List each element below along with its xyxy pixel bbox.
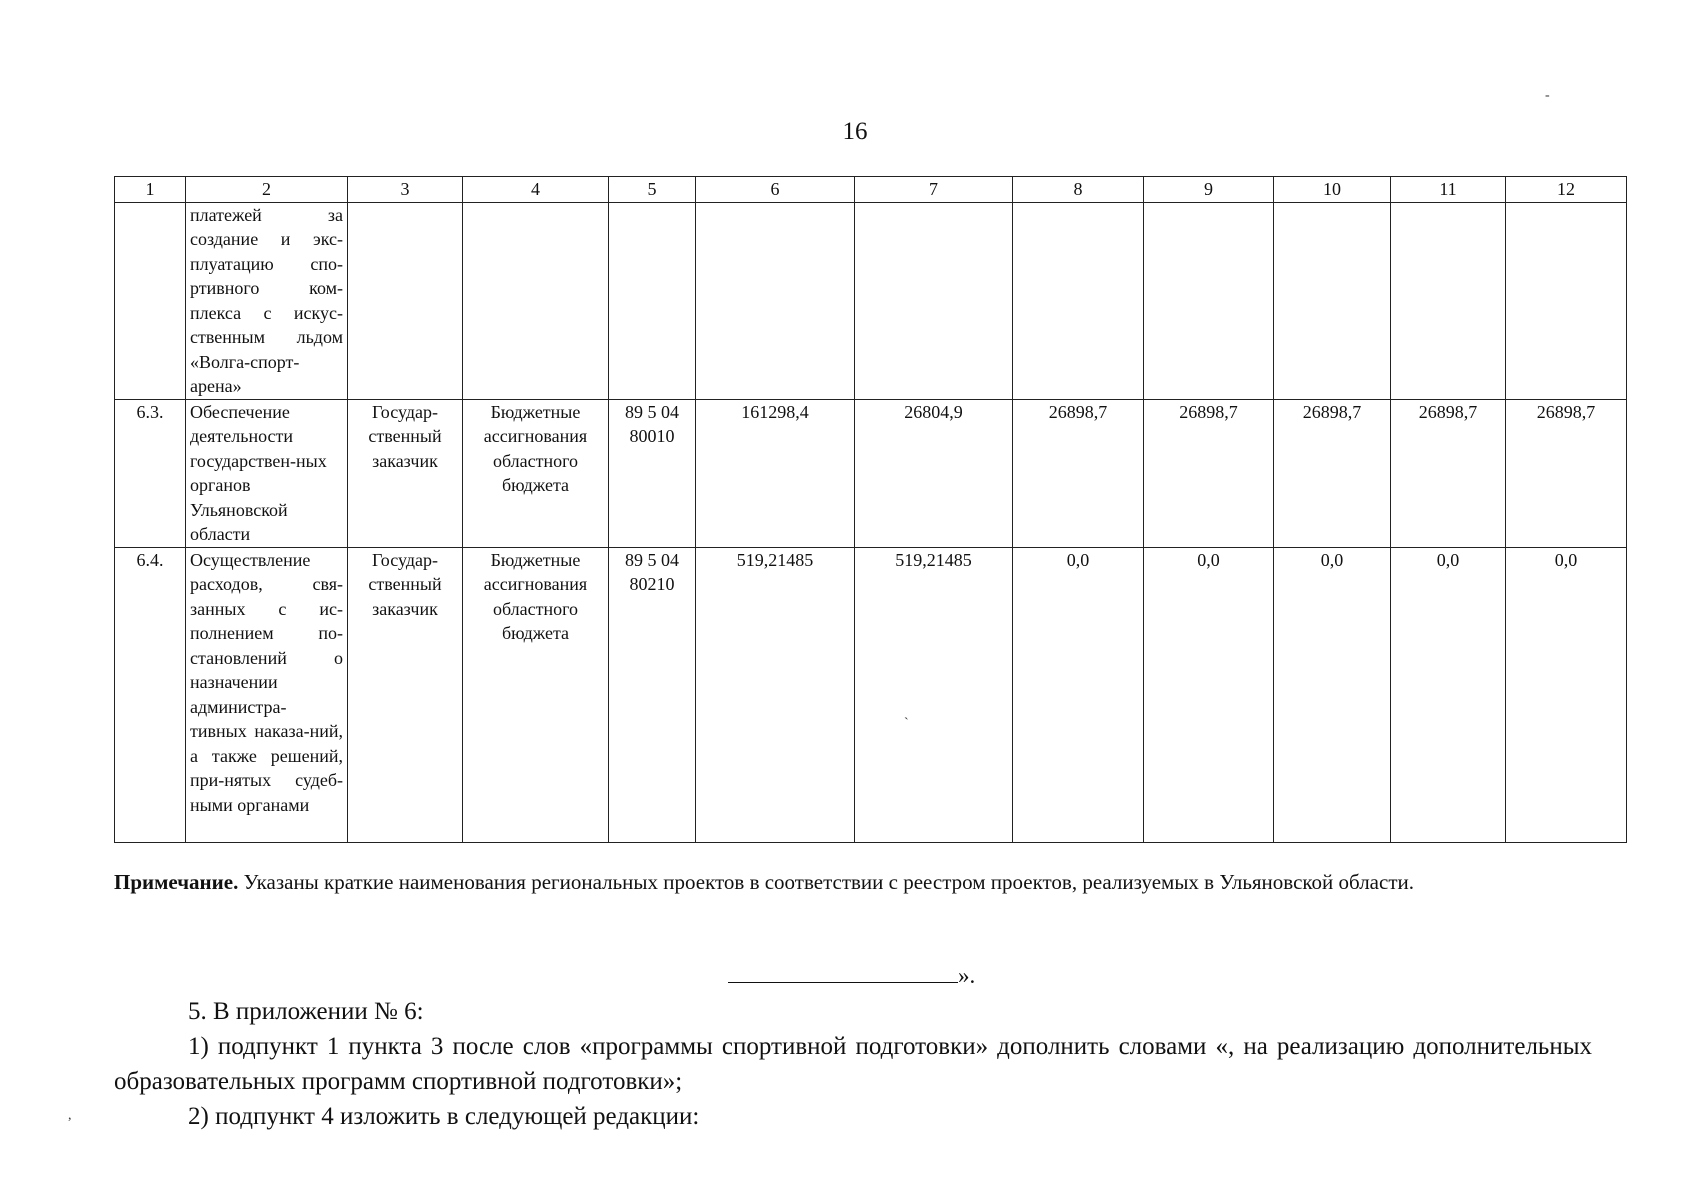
table-note — [114, 868, 1592, 896]
paragraph: 5. В приложении № 6: — [188, 998, 424, 1025]
cell-year: 26898,7 — [1506, 399, 1627, 547]
header-cell: 10 — [1274, 177, 1391, 203]
cell-year — [855, 202, 1013, 399]
cell-year: 0,0 — [1144, 547, 1274, 842]
cell-year — [1144, 202, 1274, 399]
cell-total: 519,21485 — [696, 547, 855, 842]
header-cell: 9 — [1144, 177, 1274, 203]
header-cell: 11 — [1391, 177, 1506, 203]
cell-year: 0,0 — [1506, 547, 1627, 842]
header-cell: 6 — [696, 177, 855, 203]
cell-year: 26898,7 — [1013, 399, 1144, 547]
closing-underline — [728, 960, 958, 983]
paragraph: 1) подпункт 1 пункта 3 после слов «программы спортивной подготовки» дополнить словами «, на реализацию дополнительных образовательных программ спортивной подготовки»; — [114, 1033, 1592, 1095]
cell-executor: Государ-ственный заказчик — [348, 547, 463, 842]
header-cell: 4 — [463, 177, 609, 203]
cell-year — [1391, 202, 1506, 399]
scan-speck: - — [1545, 88, 1550, 103]
header-cell: 5 — [609, 177, 696, 203]
closing-mark: ». — [958, 963, 976, 988]
closing-quote — [728, 960, 975, 989]
table-row — [115, 547, 1627, 842]
table-row-continuation — [115, 202, 1627, 399]
cell-executor: Государ-ственный заказчик — [348, 399, 463, 547]
cell-total — [696, 202, 855, 399]
cell-year: 0,0 — [1013, 547, 1144, 842]
scan-speck: , — [68, 1108, 72, 1123]
cell-year: 0,0 — [1391, 547, 1506, 842]
scan-speck: ` — [904, 716, 909, 731]
cell-total: 161298,4 — [696, 399, 855, 547]
note-text: Указаны краткие наименования региональных проектов в соответствии с реестром проектов, реализуемых в Ульяновской области. — [238, 870, 1414, 894]
cell-name: Обеспечение деятельности государствен-ных органов Ульяновской области — [186, 399, 348, 547]
header-row — [115, 177, 1627, 203]
header-cell: 8 — [1013, 177, 1144, 203]
cell-num: 6.3. — [115, 399, 186, 547]
cell-name: Осуществление расходов, свя-занных с ис-полнением по-становлений о назначении администра-тивных наказа-ний, а также решений, при-нятых судеб-ными органами — [186, 547, 348, 842]
cell-name: платежей за создание и экс-плуатацию спо-ртивного ком-плекса с искус-ственным льдом «Волга-спорт-арена» — [186, 202, 348, 399]
cell-year — [1506, 202, 1627, 399]
cell-num: 6.4. — [115, 547, 186, 842]
header-cell: 3 — [348, 177, 463, 203]
header-cell: 7 — [855, 177, 1013, 203]
header-cell: 2 — [186, 177, 348, 203]
cell-year: 26898,7 — [1144, 399, 1274, 547]
note-label: Примечание. — [114, 870, 239, 894]
header-cell: 12 — [1506, 177, 1627, 203]
page-number: 16 — [842, 118, 868, 145]
cell-year: 519,21485 — [855, 547, 1013, 842]
header-cell: 1 — [115, 177, 186, 203]
budget-table — [114, 176, 1627, 843]
cell-code: 89 5 04 80210 — [609, 547, 696, 842]
cell-year — [1274, 202, 1391, 399]
cell-num — [115, 202, 186, 399]
cell-year: 26898,7 — [1274, 399, 1391, 547]
cell-year: 26898,7 — [1391, 399, 1506, 547]
paragraph: 2) подпункт 4 изложить в следующей редакции: — [188, 1103, 700, 1130]
cell-source — [463, 202, 609, 399]
cell-code: 89 5 04 80010 — [609, 399, 696, 547]
cell-year — [1013, 202, 1144, 399]
cell-source: Бюджетные ассигнования областного бюджета — [463, 547, 609, 842]
cell-year: 26804,9 — [855, 399, 1013, 547]
table-row — [115, 399, 1627, 547]
cell-code — [609, 202, 696, 399]
cell-executor — [348, 202, 463, 399]
cell-source: Бюджетные ассигнования областного бюджета — [463, 399, 609, 547]
cell-year: 0,0 — [1274, 547, 1391, 842]
